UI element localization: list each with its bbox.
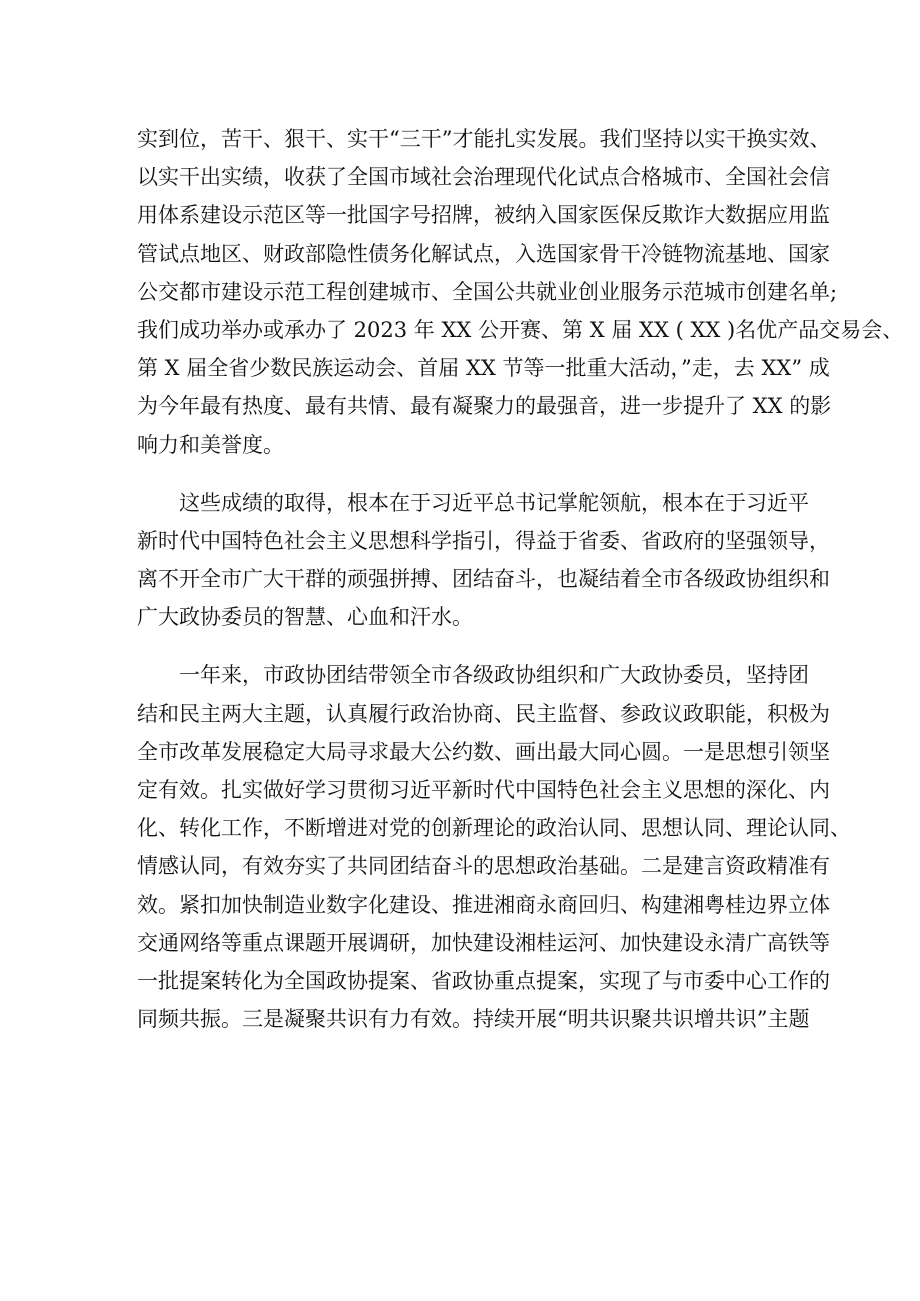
text-line: 交通网络等重点课题开展调研，加快建设湘桂运河、加快建设永清广高铁等 [137, 930, 830, 955]
text-line: 效。紧扣加快制造业数字化建设、推进湘商永商回归、构建湘粤桂边界立体 [137, 892, 830, 917]
text-line: 情感认同，有效夯实了共同团结奋斗的思想政治基础。二是建言资政精准有 [137, 854, 830, 879]
text-line: 这些成绩的取得，根本在于习近平总书记掌舵领航，根本在于习近平 [179, 490, 809, 515]
text-line: 定有效。扎实做好学习贯彻习近平新时代中国特色社会主义思想的深化、内 [137, 778, 830, 802]
text-line: 一批提案转化为全国政协提案、省政协重点提案，实现了与市委中心工作的 [137, 968, 830, 993]
text-line: 化、转化工作，不断增进对党的创新理论的政治认同、思想认同、理论认同、 [137, 816, 851, 841]
paragraph-year-review [137, 656, 851, 1038]
paragraph-spacer [137, 464, 793, 484]
text-line: 第 X 届全省少数民族运动会、首届 XX 节等一批重大活动，”走，去 XX” 成 [137, 356, 830, 381]
text-line: 广大政协委员的智慧、心血和汗水。 [137, 605, 473, 630]
text-line: 响力和美誉度。 [137, 432, 284, 457]
text-line: 新时代中国特色社会主义思想科学指引，得益于省委、省政府的坚强领导， [137, 528, 830, 553]
document-body [137, 120, 904, 1038]
text-line: 我们成功举办或承办了 2023 年 XX 公开赛、第 X 届 XX ( XX )名优产品交易会、 [137, 317, 904, 342]
text-line: 管试点地区、财政部隐性债务化解试点，入选国家骨干冷链物流基地、国家 [137, 241, 830, 266]
text-line: 全市改革发展稳定大局寻求最大公约数、画出最大同心圆。一是思想引领坚 [137, 739, 830, 764]
text-line: 离不开全市广大干群的顽强拼搏、团结奋斗，也凝结着全市各级政协组织和 [137, 567, 830, 592]
text-line: 一年来，市政协团结带领全市各级政协组织和广大政协委员，坚持团 [179, 663, 809, 688]
text-line: 以实干出实绩，收获了全国市域社会治理现代化试点合格城市、全国社会信 [137, 165, 830, 190]
text-line: 实到位，苦干、狠干、实干“三干”才能扎实发展。我们坚持以实干换实效、 [137, 127, 831, 151]
text-line: 同频共振。三是凝聚共识有力有效。持续开展“明共识聚共识增共识”主题 [137, 1007, 810, 1032]
text-line: 为今年最有热度、最有共情、最有凝聚力的最强音，进一步提升了 XX 的影 [137, 394, 832, 419]
text-line: 用体系建设示范区等一批国字号招牌，被纳入国家医保反欺诈大数据应用监 [137, 203, 830, 228]
paragraph-spacer [137, 636, 793, 656]
text-line: 公交都市建设示范工程创建城市、全国公共就业创业服务示范城市创建名单; [137, 279, 838, 304]
paragraph-foundation [137, 484, 830, 637]
paragraph-achievements [137, 120, 904, 464]
text-line: 结和民主两大主题，认真履行政治协商、民主监督、参政议政职能，积极为 [137, 701, 830, 726]
